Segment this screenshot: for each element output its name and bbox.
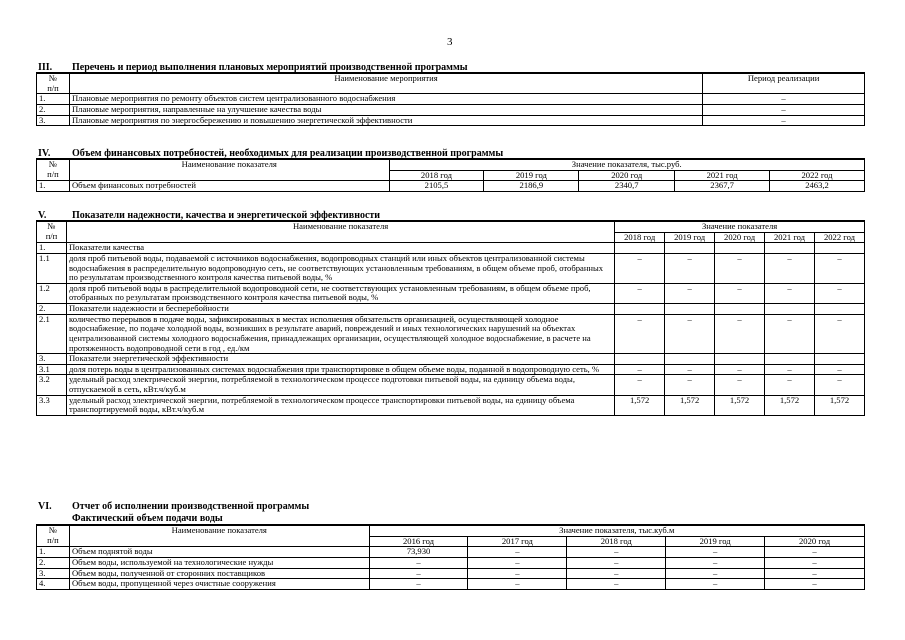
page-number: 3 <box>447 36 453 48</box>
table-row <box>37 115 865 126</box>
table-cell: – <box>468 568 567 579</box>
table-activities <box>36 72 865 126</box>
table-cell <box>665 354 715 365</box>
table-cell: – <box>815 283 865 303</box>
table-cell: 3.1 <box>37 364 67 375</box>
table-row <box>37 547 865 558</box>
table-cell <box>815 304 865 315</box>
table-cell: 1,572 <box>615 395 665 415</box>
header-year: 2019 год <box>665 232 715 243</box>
table-row <box>37 181 865 192</box>
table-cell: 2463,2 <box>770 181 865 192</box>
table-cell: – <box>815 253 865 283</box>
table-cell <box>765 354 815 365</box>
header-year: 2021 год <box>675 170 770 181</box>
table-row <box>37 104 865 115</box>
table-cell: – <box>815 375 865 395</box>
table-cell: – <box>665 253 715 283</box>
table-cell: – <box>615 253 665 283</box>
table-cell <box>765 304 815 315</box>
table-cell: – <box>369 557 468 568</box>
table-cell: – <box>765 579 865 590</box>
table-cell: 1. <box>37 94 70 105</box>
table-cell <box>615 354 665 365</box>
header-year: 2020 год <box>579 170 675 181</box>
table-cell: 2367,7 <box>675 181 770 192</box>
table-cell: 2340,7 <box>579 181 675 192</box>
table-cell: – <box>765 314 815 354</box>
section-3-number: III. <box>38 62 53 73</box>
table-cell: – <box>715 253 765 283</box>
table-cell: – <box>815 314 865 354</box>
header-no: № п/п <box>37 73 70 94</box>
table-cell: – <box>615 375 665 395</box>
header-year: 2018 год <box>615 232 665 243</box>
table-cell: 1. <box>37 547 70 558</box>
section-6-title <box>38 501 309 512</box>
table-cell: Объем воды, используемой на технологические нужды <box>69 557 369 568</box>
table-cell <box>615 304 665 315</box>
header-indicator-name: Наименование показателя <box>69 159 389 181</box>
table-cell: – <box>369 568 468 579</box>
table-cell: – <box>567 568 666 579</box>
table-row <box>37 94 865 105</box>
table-cell: 2.1 <box>37 314 67 354</box>
table-cell: – <box>715 364 765 375</box>
table-cell: 2. <box>37 557 70 568</box>
table-cell: Плановые мероприятия по энергосбережению и повышению энергетической эффективности <box>69 115 702 126</box>
section-6-subtitle: Фактический объем подачи воды <box>72 513 223 524</box>
header-value: Значение показателя <box>615 221 865 232</box>
header-year: 2017 год <box>468 536 567 547</box>
header-year: 2018 год <box>389 170 484 181</box>
table-cell: Показатели качества <box>66 243 614 254</box>
table-cell: – <box>703 94 865 105</box>
table-cell: – <box>715 283 765 303</box>
table-cell: Объем воды, пропущенной через очистные сооружения <box>69 579 369 590</box>
section-6-heading: Отчет об исполнении производственной программы <box>72 501 310 512</box>
header-year: 2022 год <box>770 170 865 181</box>
table-cell: – <box>567 547 666 558</box>
header-year: 2020 год <box>715 232 765 243</box>
table-cell <box>715 354 765 365</box>
table-row <box>37 283 865 303</box>
header-year: 2019 год <box>484 170 579 181</box>
table-row <box>37 314 865 354</box>
table-cell <box>765 243 815 254</box>
table-cell: доля потерь воды в централизованных системах водоснабжения при транспортировке в общем объеме воды, поданной в водопроводную сеть, % <box>66 364 614 375</box>
table-cell: удельный расход электрической энергии, потребляемой в технологическом процессе подготовки питьевой воды, на единицу объема воды, отпускаемой в сеть, кВт.ч/куб.м <box>66 375 614 395</box>
header-year: 2016 год <box>369 536 468 547</box>
table-cell: – <box>765 375 815 395</box>
table-cell: Объем воды, полученной от сторонних поставщиков <box>69 568 369 579</box>
table-cell: удельный расход электрической энергии, потребляемой в технологическом процессе транспортировки питьевой воды, на единицу объема транспортируемой воды, кВт.ч/куб.м <box>66 395 614 415</box>
section-4-heading: Объем финансовых потребностей, необходимых для реализации производственной программы <box>72 148 504 159</box>
table-row-group <box>37 304 865 315</box>
header-period: Период реализации <box>703 73 865 94</box>
header-year: 2022 год <box>815 232 865 243</box>
table-cell: Плановые мероприятия, направленные на улучшение качества воды <box>69 104 702 115</box>
table-financial-needs <box>36 158 865 192</box>
table-cell: 3. <box>37 115 70 126</box>
table-cell: – <box>567 557 666 568</box>
table-cell: – <box>765 364 815 375</box>
table-cell <box>615 243 665 254</box>
table-cell: 1. <box>37 243 67 254</box>
header-indicator-name: Наименование показателя <box>69 525 369 547</box>
table-cell <box>665 243 715 254</box>
table-cell: – <box>665 314 715 354</box>
header-value: Значение показателя, тыс.руб. <box>389 159 864 170</box>
table-cell <box>665 304 715 315</box>
table-cell: – <box>468 557 567 568</box>
table-cell: – <box>666 547 765 558</box>
table-cell: – <box>703 115 865 126</box>
table-cell: 1,572 <box>715 395 765 415</box>
table-cell: – <box>665 364 715 375</box>
table-cell <box>815 354 865 365</box>
table-cell: Показатели энергетической эффективности <box>66 354 614 365</box>
table-cell: 1,572 <box>665 395 715 415</box>
table-cell: 1.2 <box>37 283 67 303</box>
table-cell: 3.3 <box>37 395 67 415</box>
table-cell: 2105,5 <box>389 181 484 192</box>
table-row <box>37 557 865 568</box>
header-year: 2019 год <box>666 536 765 547</box>
section-5-heading: Показатели надежности, качества и энергетической эффективности <box>72 210 381 221</box>
table-cell: – <box>715 375 765 395</box>
table-cell: – <box>815 364 865 375</box>
table-cell: – <box>615 314 665 354</box>
table-cell: 1,572 <box>765 395 815 415</box>
header-activity-name: Наименование мероприятия <box>69 73 702 94</box>
table-cell: – <box>666 557 765 568</box>
table-cell: 2. <box>37 104 70 115</box>
table-cell: – <box>468 579 567 590</box>
section-3-heading: Перечень и период выполнения плановых мероприятий производственной программы <box>72 62 468 73</box>
table-row <box>37 375 865 395</box>
table-cell: – <box>765 547 865 558</box>
table-cell: – <box>703 104 865 115</box>
header-year: 2018 год <box>567 536 666 547</box>
table-cell: – <box>567 579 666 590</box>
header-no: № п/п <box>37 221 67 243</box>
table-cell: 1. <box>37 181 70 192</box>
table-cell: 1,572 <box>815 395 865 415</box>
table-cell: – <box>666 579 765 590</box>
section-4-number: IV. <box>38 148 51 159</box>
table-cell: Показатели надежности и бесперебойности <box>66 304 614 315</box>
table-cell <box>715 243 765 254</box>
header-indicator-name: Наименование показателя <box>66 221 614 243</box>
table-cell: Плановые мероприятия по ремонту объектов систем централизованного водоснабжения <box>69 94 702 105</box>
table-cell: количество перерывов в подаче воды, зафиксированных в местах исполнения обязательств организацией, осуществляющей холодное водоснабжение, по подаче холодной воды, возникших в результате аварий, повреждений и иных технологических нарушений на объектах централизованной системы холодного водоснабжения, принадлежащих организации, осуществляющей холодное водоснабжение, в расчете на протяженность водопроводной сети в год , ед./км <box>66 314 614 354</box>
table-cell: 3. <box>37 354 67 365</box>
table-cell: – <box>765 557 865 568</box>
table-cell: 2. <box>37 304 67 315</box>
section-5-number: V. <box>38 210 47 221</box>
table-row <box>37 579 865 590</box>
table-cell: – <box>765 283 815 303</box>
table-indicators <box>36 220 865 416</box>
table-cell: 73,930 <box>369 547 468 558</box>
table-cell: – <box>665 375 715 395</box>
header-value: Значение показателя, тыс.куб.м <box>369 525 864 536</box>
table-cell: 1.1 <box>37 253 67 283</box>
table-cell: – <box>765 253 815 283</box>
table-cell: доля проб питьевой воды, подаваемой с источников водоснабжения, водопроводных станций или иных объектов централизованной системы водоснабжения в распределительную водопроводную сеть, не соответствующих установленным требованиям, в общем объеме проб, отобранных по результатам производственного контроля качества питьевой воды, % <box>66 253 614 283</box>
table-cell: – <box>468 547 567 558</box>
table-row <box>37 568 865 579</box>
table-cell: – <box>369 579 468 590</box>
table-cell: 2186,9 <box>484 181 579 192</box>
header-year: 2020 год <box>765 536 865 547</box>
table-cell <box>715 304 765 315</box>
table-cell <box>815 243 865 254</box>
header-year: 2021 год <box>765 232 815 243</box>
table-cell: – <box>665 283 715 303</box>
table-row <box>37 364 865 375</box>
table-cell: – <box>666 568 765 579</box>
table-row <box>37 253 865 283</box>
table-cell: 3. <box>37 568 70 579</box>
table-water-supply-report <box>36 524 865 590</box>
table-cell: Объем поднятой воды <box>69 547 369 558</box>
table-cell: Объем финансовых потребностей <box>69 181 389 192</box>
table-row <box>37 395 865 415</box>
table-cell: – <box>765 568 865 579</box>
section-6-number: VI. <box>38 501 52 512</box>
table-cell: 3.2 <box>37 375 67 395</box>
table-cell: – <box>615 283 665 303</box>
header-no: № п/п <box>37 159 70 181</box>
table-cell: доля проб питьевой воды в распределительной водопроводной сети, не соответствующих установленным требованиям, в общем объеме проб, отобранных по результатам производственного контроля качества питьевой воды, % <box>66 283 614 303</box>
table-row-group <box>37 243 865 254</box>
table-cell: 4. <box>37 579 70 590</box>
header-no: № п/п <box>37 525 70 547</box>
table-row-group <box>37 354 865 365</box>
table-cell: – <box>715 314 765 354</box>
table-cell: – <box>615 364 665 375</box>
